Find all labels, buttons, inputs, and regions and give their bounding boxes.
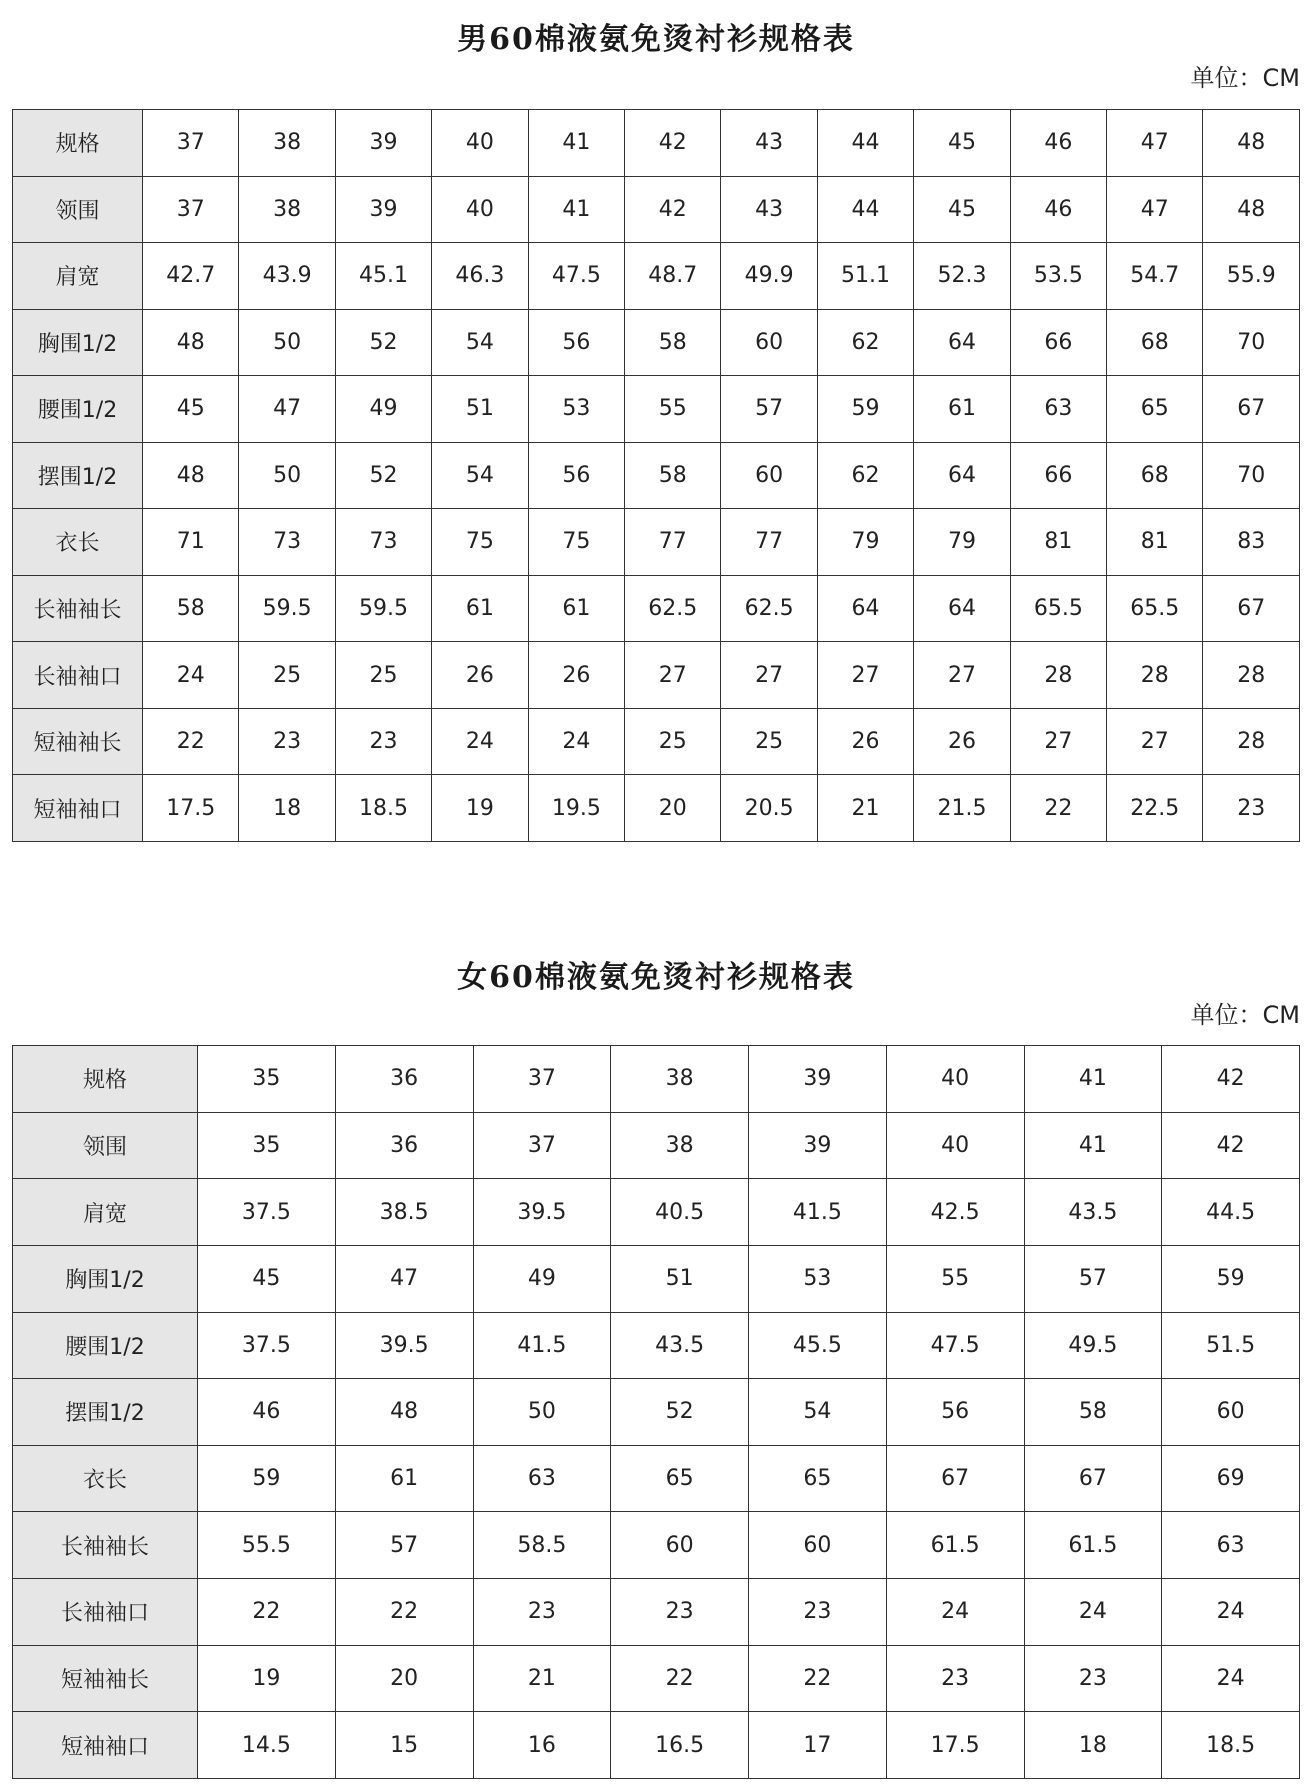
table-cell: 23 <box>239 708 335 775</box>
table-cell: 64 <box>817 575 913 642</box>
table-cell: 51 <box>611 1245 749 1312</box>
table-cell: 20 <box>335 1645 473 1712</box>
table-cell: 25 <box>721 708 817 775</box>
table-cell: 26 <box>432 642 528 709</box>
table-cell: 46 <box>198 1379 336 1446</box>
size-header-cell: 46 <box>1010 110 1106 177</box>
table-cell: 25 <box>239 642 335 709</box>
men-size-table <box>12 109 1300 842</box>
size-header-label: 规格 <box>13 1046 198 1113</box>
table-cell: 45 <box>914 176 1010 243</box>
table-cell: 22 <box>143 708 239 775</box>
table-cell: 16 <box>473 1712 611 1779</box>
table-cell: 22 <box>749 1645 887 1712</box>
table-cell: 22 <box>335 1579 473 1646</box>
table-cell: 58 <box>1024 1379 1162 1446</box>
table-cell: 77 <box>625 509 721 576</box>
table-row <box>13 1579 1300 1646</box>
table-cell: 45 <box>143 376 239 443</box>
measurement-label: 摆围1/2 <box>13 442 143 509</box>
size-header-cell: 37 <box>143 110 239 177</box>
table-row <box>13 775 1300 842</box>
measurement-label: 短袖袖长 <box>13 708 143 775</box>
table-cell: 60 <box>721 309 817 376</box>
table-cell: 57 <box>1024 1245 1162 1312</box>
size-header-cell: 39 <box>749 1046 887 1113</box>
table-cell: 46.3 <box>432 243 528 310</box>
size-header-cell: 41 <box>528 110 624 177</box>
table-cell: 41.5 <box>473 1312 611 1379</box>
measurement-label: 衣长 <box>13 509 143 576</box>
table-cell: 50 <box>239 442 335 509</box>
measurement-label: 衣长 <box>13 1445 198 1512</box>
table-cell: 48 <box>143 442 239 509</box>
table-cell: 51.5 <box>1162 1312 1300 1379</box>
table-row <box>13 708 1300 775</box>
size-header-cell: 40 <box>886 1046 1024 1113</box>
table-cell: 65 <box>611 1445 749 1512</box>
table-cell: 35 <box>198 1112 336 1179</box>
table-cell: 47 <box>335 1245 473 1312</box>
table-cell: 23 <box>1203 775 1300 842</box>
measurement-label: 胸围1/2 <box>13 309 143 376</box>
table-cell: 18 <box>1024 1712 1162 1779</box>
table-cell: 48 <box>143 309 239 376</box>
table-cell: 22 <box>198 1579 336 1646</box>
table-cell: 27 <box>1010 708 1106 775</box>
table-cell: 41.5 <box>749 1179 887 1246</box>
table-cell: 19 <box>198 1645 336 1712</box>
table-row <box>13 1645 1300 1712</box>
table-cell: 61.5 <box>886 1512 1024 1579</box>
table-cell: 24 <box>886 1579 1024 1646</box>
size-header-cell: 41 <box>1024 1046 1162 1113</box>
table-cell: 75 <box>432 509 528 576</box>
size-header-cell: 35 <box>198 1046 336 1113</box>
table-cell: 43.5 <box>611 1312 749 1379</box>
size-header-cell: 48 <box>1203 110 1300 177</box>
table-cell: 68 <box>1107 442 1203 509</box>
table-cell: 50 <box>239 309 335 376</box>
table-cell: 28 <box>1203 708 1300 775</box>
table-cell: 27 <box>721 642 817 709</box>
table-cell: 49.9 <box>721 243 817 310</box>
table-cell: 37.5 <box>198 1179 336 1246</box>
table-cell: 45.5 <box>749 1312 887 1379</box>
table-cell: 40.5 <box>611 1179 749 1246</box>
table-cell: 37 <box>143 176 239 243</box>
table-cell: 52 <box>335 442 431 509</box>
table-cell: 23 <box>1024 1645 1162 1712</box>
table-row <box>13 1112 1300 1179</box>
table-cell: 23 <box>473 1579 611 1646</box>
table-cell: 27 <box>625 642 721 709</box>
table-cell: 17.5 <box>143 775 239 842</box>
table-cell: 56 <box>528 309 624 376</box>
table-cell: 39.5 <box>473 1179 611 1246</box>
table-cell: 24 <box>432 708 528 775</box>
table-cell: 73 <box>335 509 431 576</box>
table-cell: 48 <box>1203 176 1300 243</box>
size-header-cell: 47 <box>1107 110 1203 177</box>
measurement-label: 短袖袖口 <box>13 775 143 842</box>
table-cell: 60 <box>611 1512 749 1579</box>
table-cell: 59.5 <box>239 575 335 642</box>
women-size-table <box>12 1045 1300 1779</box>
measurement-label: 领围 <box>13 1112 198 1179</box>
table-cell: 44.5 <box>1162 1179 1300 1246</box>
table-cell: 53.5 <box>1010 243 1106 310</box>
size-header-cell: 37 <box>473 1046 611 1113</box>
table-cell: 62 <box>817 309 913 376</box>
table-cell: 48.7 <box>625 243 721 310</box>
table-cell: 42.7 <box>143 243 239 310</box>
table-row <box>13 309 1300 376</box>
table-row <box>13 1179 1300 1246</box>
table-cell: 27 <box>817 642 913 709</box>
table-cell: 51 <box>432 376 528 443</box>
table-cell: 49 <box>473 1245 611 1312</box>
table-cell: 22 <box>611 1645 749 1712</box>
table-cell: 51.1 <box>817 243 913 310</box>
table-cell: 37 <box>473 1112 611 1179</box>
table-cell: 81 <box>1107 509 1203 576</box>
table-cell: 41 <box>528 176 624 243</box>
size-header-cell: 43 <box>721 110 817 177</box>
table-cell: 39 <box>335 176 431 243</box>
table-cell: 64 <box>914 575 1010 642</box>
table-cell: 81 <box>1010 509 1106 576</box>
table-cell: 58 <box>625 442 721 509</box>
table-cell: 52.3 <box>914 243 1010 310</box>
table-row <box>13 442 1300 509</box>
table-cell: 48 <box>335 1379 473 1446</box>
measurement-label: 长袖袖口 <box>13 642 143 709</box>
table-cell: 58.5 <box>473 1512 611 1579</box>
table-cell: 19.5 <box>528 775 624 842</box>
table-cell: 17 <box>749 1712 887 1779</box>
table-cell: 64 <box>914 309 1010 376</box>
table-cell: 67 <box>1024 1445 1162 1512</box>
table-row <box>13 1245 1300 1312</box>
table-row <box>13 1712 1300 1779</box>
table-row <box>13 1512 1300 1579</box>
table-cell: 23 <box>335 708 431 775</box>
table-cell: 25 <box>335 642 431 709</box>
table-cell: 68 <box>1107 309 1203 376</box>
table-cell: 65 <box>1107 376 1203 443</box>
table-cell: 56 <box>528 442 624 509</box>
table-cell: 43.9 <box>239 243 335 310</box>
size-header-cell: 45 <box>914 110 1010 177</box>
measurement-label: 长袖袖口 <box>13 1579 198 1646</box>
table-cell: 40 <box>886 1112 1024 1179</box>
table-cell: 23 <box>886 1645 1024 1712</box>
table-cell: 67 <box>1203 575 1300 642</box>
table-cell: 18.5 <box>335 775 431 842</box>
table-cell: 45 <box>198 1245 336 1312</box>
table-cell: 47.5 <box>886 1312 1024 1379</box>
table-cell: 66 <box>1010 309 1106 376</box>
table-cell: 47.5 <box>528 243 624 310</box>
table-row <box>13 376 1300 443</box>
table-row <box>13 1312 1300 1379</box>
table-row <box>13 509 1300 576</box>
measurement-label: 摆围1/2 <box>13 1379 198 1446</box>
table-cell: 44 <box>817 176 913 243</box>
table-row <box>13 110 1300 177</box>
table-cell: 54.7 <box>1107 243 1203 310</box>
table-cell: 69 <box>1162 1445 1300 1512</box>
table-cell: 73 <box>239 509 335 576</box>
table-row <box>13 243 1300 310</box>
table-cell: 15 <box>335 1712 473 1779</box>
table-cell: 66 <box>1010 442 1106 509</box>
table-cell: 56 <box>886 1379 1024 1446</box>
table-cell: 79 <box>914 509 1010 576</box>
measurement-label: 腰围1/2 <box>13 1312 198 1379</box>
table-cell: 20.5 <box>721 775 817 842</box>
table-cell: 50 <box>473 1379 611 1446</box>
table-cell: 52 <box>611 1379 749 1446</box>
measurement-label: 肩宽 <box>13 1179 198 1246</box>
table-cell: 62 <box>817 442 913 509</box>
table-cell: 23 <box>749 1579 887 1646</box>
measurement-label: 腰围1/2 <box>13 376 143 443</box>
table-cell: 22 <box>1010 775 1106 842</box>
table-cell: 24 <box>1162 1645 1300 1712</box>
table-cell: 79 <box>817 509 913 576</box>
table-cell: 42 <box>625 176 721 243</box>
table-cell: 21 <box>817 775 913 842</box>
table-cell: 49.5 <box>1024 1312 1162 1379</box>
table-cell: 24 <box>143 642 239 709</box>
table-cell: 37.5 <box>198 1312 336 1379</box>
table-cell: 61 <box>432 575 528 642</box>
measurement-label: 长袖袖长 <box>13 1512 198 1579</box>
table-cell: 43 <box>721 176 817 243</box>
table-cell: 40 <box>432 176 528 243</box>
table-cell: 17.5 <box>886 1712 1024 1779</box>
table-cell: 60 <box>721 442 817 509</box>
table-cell: 18.5 <box>1162 1712 1300 1779</box>
table-cell: 41 <box>1024 1112 1162 1179</box>
measurement-label: 胸围1/2 <box>13 1245 198 1312</box>
men-unit-label: 单位：CM <box>1190 64 1300 92</box>
size-header-cell: 42 <box>625 110 721 177</box>
table-cell: 53 <box>528 376 624 443</box>
measurement-label: 肩宽 <box>13 243 143 310</box>
table-cell: 36 <box>335 1112 473 1179</box>
size-header-cell: 42 <box>1162 1046 1300 1113</box>
table-row <box>13 176 1300 243</box>
table-cell: 63 <box>1010 376 1106 443</box>
table-cell: 77 <box>721 509 817 576</box>
table-cell: 22.5 <box>1107 775 1203 842</box>
table-cell: 53 <box>749 1245 887 1312</box>
table-cell: 26 <box>817 708 913 775</box>
table-cell: 59 <box>817 376 913 443</box>
size-header-label: 规格 <box>13 110 143 177</box>
table-cell: 52 <box>335 309 431 376</box>
table-cell: 58 <box>625 309 721 376</box>
table-cell: 65.5 <box>1107 575 1203 642</box>
table-cell: 25 <box>625 708 721 775</box>
table-cell: 27 <box>1107 708 1203 775</box>
table-cell: 19 <box>432 775 528 842</box>
table-row <box>13 1379 1300 1446</box>
table-cell: 65 <box>749 1445 887 1512</box>
table-cell: 62.5 <box>721 575 817 642</box>
table-cell: 67 <box>1203 376 1300 443</box>
size-header-cell: 40 <box>432 110 528 177</box>
table-cell: 24 <box>1162 1579 1300 1646</box>
table-cell: 26 <box>528 642 624 709</box>
table-cell: 62.5 <box>625 575 721 642</box>
table-cell: 57 <box>721 376 817 443</box>
table-cell: 18 <box>239 775 335 842</box>
table-cell: 38.5 <box>335 1179 473 1246</box>
table-cell: 24 <box>1024 1579 1162 1646</box>
size-header-cell: 38 <box>611 1046 749 1113</box>
table-cell: 60 <box>749 1512 887 1579</box>
table-cell: 43.5 <box>1024 1179 1162 1246</box>
table-cell: 54 <box>432 309 528 376</box>
table-cell: 55.9 <box>1203 243 1300 310</box>
table-cell: 38 <box>239 176 335 243</box>
table-cell: 65.5 <box>1010 575 1106 642</box>
table-cell: 63 <box>1162 1512 1300 1579</box>
table-cell: 39 <box>749 1112 887 1179</box>
table-cell: 55 <box>886 1245 1024 1312</box>
table-cell: 60 <box>1162 1379 1300 1446</box>
table-cell: 61.5 <box>1024 1512 1162 1579</box>
table-cell: 21.5 <box>914 775 1010 842</box>
measurement-label: 领围 <box>13 176 143 243</box>
table-cell: 63 <box>473 1445 611 1512</box>
table-cell: 58 <box>143 575 239 642</box>
table-cell: 47 <box>239 376 335 443</box>
table-cell: 28 <box>1107 642 1203 709</box>
table-cell: 61 <box>914 376 1010 443</box>
table-cell: 70 <box>1203 442 1300 509</box>
table-row <box>13 1046 1300 1113</box>
table-row <box>13 642 1300 709</box>
table-cell: 59.5 <box>335 575 431 642</box>
size-header-cell: 38 <box>239 110 335 177</box>
table-cell: 70 <box>1203 309 1300 376</box>
table-cell: 71 <box>143 509 239 576</box>
table-cell: 42 <box>1162 1112 1300 1179</box>
table-cell: 57 <box>335 1512 473 1579</box>
table-cell: 55 <box>625 376 721 443</box>
table-cell: 55.5 <box>198 1512 336 1579</box>
table-cell: 14.5 <box>198 1712 336 1779</box>
table-cell: 67 <box>886 1445 1024 1512</box>
table-cell: 64 <box>914 442 1010 509</box>
table-cell: 49 <box>335 376 431 443</box>
table-cell: 75 <box>528 509 624 576</box>
table-cell: 27 <box>914 642 1010 709</box>
table-cell: 42.5 <box>886 1179 1024 1246</box>
table-cell: 59 <box>1162 1245 1300 1312</box>
table-cell: 61 <box>528 575 624 642</box>
table-cell: 83 <box>1203 509 1300 576</box>
men-table-title: 男60棉液氨免烫衬衫规格表 <box>457 22 855 57</box>
table-cell: 39.5 <box>335 1312 473 1379</box>
table-cell: 20 <box>625 775 721 842</box>
table-cell: 47 <box>1107 176 1203 243</box>
table-cell: 46 <box>1010 176 1106 243</box>
size-header-cell: 39 <box>335 110 431 177</box>
measurement-label: 短袖袖口 <box>13 1712 198 1779</box>
table-cell: 24 <box>528 708 624 775</box>
table-cell: 61 <box>335 1445 473 1512</box>
table-cell: 38 <box>611 1112 749 1179</box>
table-row <box>13 1445 1300 1512</box>
women-table-title: 女60棉液氨免烫衬衫规格表 <box>457 960 855 995</box>
table-cell: 28 <box>1010 642 1106 709</box>
table-row <box>13 575 1300 642</box>
table-cell: 45.1 <box>335 243 431 310</box>
table-cell: 54 <box>749 1379 887 1446</box>
table-cell: 26 <box>914 708 1010 775</box>
measurement-label: 短袖袖长 <box>13 1645 198 1712</box>
table-cell: 23 <box>611 1579 749 1646</box>
size-header-cell: 44 <box>817 110 913 177</box>
table-cell: 54 <box>432 442 528 509</box>
table-cell: 28 <box>1203 642 1300 709</box>
table-cell: 21 <box>473 1645 611 1712</box>
women-unit-label: 单位：CM <box>1190 1001 1300 1029</box>
table-cell: 59 <box>198 1445 336 1512</box>
size-header-cell: 36 <box>335 1046 473 1113</box>
measurement-label: 长袖袖长 <box>13 575 143 642</box>
table-cell: 16.5 <box>611 1712 749 1779</box>
